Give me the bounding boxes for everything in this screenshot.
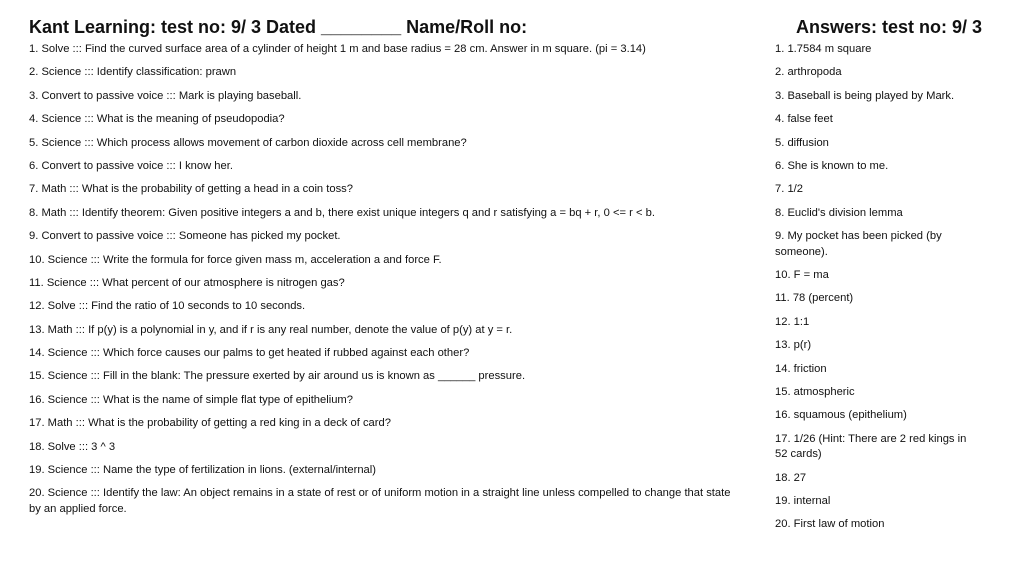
answer-list — [775, 42, 980, 533]
answer-item: 14. friction — [775, 362, 827, 375]
question-item: 3. Convert to passive voice ::: Mark is playing baseball. — [29, 89, 302, 102]
answer-item: 15. atmospheric — [775, 385, 855, 398]
answer-item: 4. false feet — [775, 113, 833, 126]
answer-item: 1. 1.7584 m square — [775, 43, 872, 55]
answer-item: 5. diffusion — [775, 136, 829, 149]
test-header: Kant Learning: test no: 9/ 3 Dated ________ Name/Roll no: — [29, 17, 528, 37]
answer-item: 6. She is known to me. — [775, 159, 889, 172]
question-item: 17. Math ::: What is the probability of getting a red king in a deck of card? — [29, 417, 391, 430]
question-item: 19. Science ::: Name the type of fertilization in lions. (external/internal) — [29, 464, 376, 477]
question-item: 14. Science ::: Which force causes our palms to get heated if rubbed against each other? — [29, 347, 470, 360]
question-item: 11. Science ::: What percent of our atmosphere is nitrogen gas? — [29, 276, 345, 289]
question-item: 4. Science ::: What is the meaning of pseudopodia? — [29, 113, 285, 126]
question-item: 10. Science ::: Write the formula for force given mass m, acceleration a and force F. — [29, 253, 442, 266]
answer-item: 9. My pocket has been picked (by someone). — [775, 230, 942, 258]
answer-item: 8. Euclid's division lemma — [775, 206, 903, 219]
test-section — [29, 14, 734, 525]
question-item: 20. Science ::: Identify the law: An object remains in a state of rest or of uniform motion in a straight line unless compelled to change that state by an applied force. — [29, 487, 731, 515]
answer-item: 17. 1/26 (Hint: There are 2 red kings in 52 cards) — [775, 432, 967, 461]
answer-item: 13. p(r) — [775, 339, 812, 352]
answer-item: 20. First law of motion — [775, 518, 885, 531]
question-list — [29, 42, 734, 517]
answers-header: Answers: test no: 9/ 3 — [796, 17, 983, 37]
answer-item: 7. 1/2 — [775, 183, 803, 196]
question-item: 18. Solve ::: 3 ^ 3 — [29, 440, 116, 453]
answer-item: 3. Baseball is being played by Mark. — [775, 89, 955, 102]
question-item: 2. Science ::: Identify classification: prawn — [29, 66, 237, 79]
answer-item: 18. 27 — [775, 471, 807, 484]
answer-item: 12. 1:1 — [775, 315, 810, 328]
question-item: 1. Solve ::: Find the curved surface area of a cylinder of height 1 m and base radius = 28 cm. Answer in m square. (pi = 3.14) — [29, 43, 646, 55]
answer-item: 2. arthropoda — [775, 66, 842, 79]
answer-item: 11. 78 (percent) — [775, 292, 854, 305]
answer-item: 16. squamous (epithelium) — [775, 409, 907, 422]
question-item: 15. Science ::: Fill in the blank: The pressure exerted by air around us is known as ______ pressure. — [29, 370, 526, 383]
answers-section — [775, 14, 983, 541]
question-item: 9. Convert to passive voice ::: Someone has picked my pocket. — [29, 230, 341, 243]
answer-item: 10. F = ma — [775, 269, 829, 282]
question-item: 16. Science ::: What is the name of simple flat type of epithelium? — [29, 393, 353, 406]
question-item: 13. Math ::: If p(y) is a polynomial in y, and if r is any real number, denote the value of p(y) at y = r. — [29, 323, 513, 336]
question-item: 12. Solve ::: Find the ratio of 10 seconds to 10 seconds. — [29, 300, 306, 313]
question-item: 8. Math ::: Identify theorem: Given positive integers a and b, there exist unique integers q and r satisfying a = bq + r, 0 <= r < b. — [29, 206, 655, 219]
question-item: 7. Math ::: What is the probability of getting a head in a coin toss? — [29, 183, 354, 196]
question-item: 5. Science ::: Which process allows movement of carbon dioxide across cell membrane? — [29, 136, 467, 149]
answer-item: 19. internal — [775, 495, 831, 508]
question-item: 6. Convert to passive voice ::: I know her. — [29, 159, 233, 172]
